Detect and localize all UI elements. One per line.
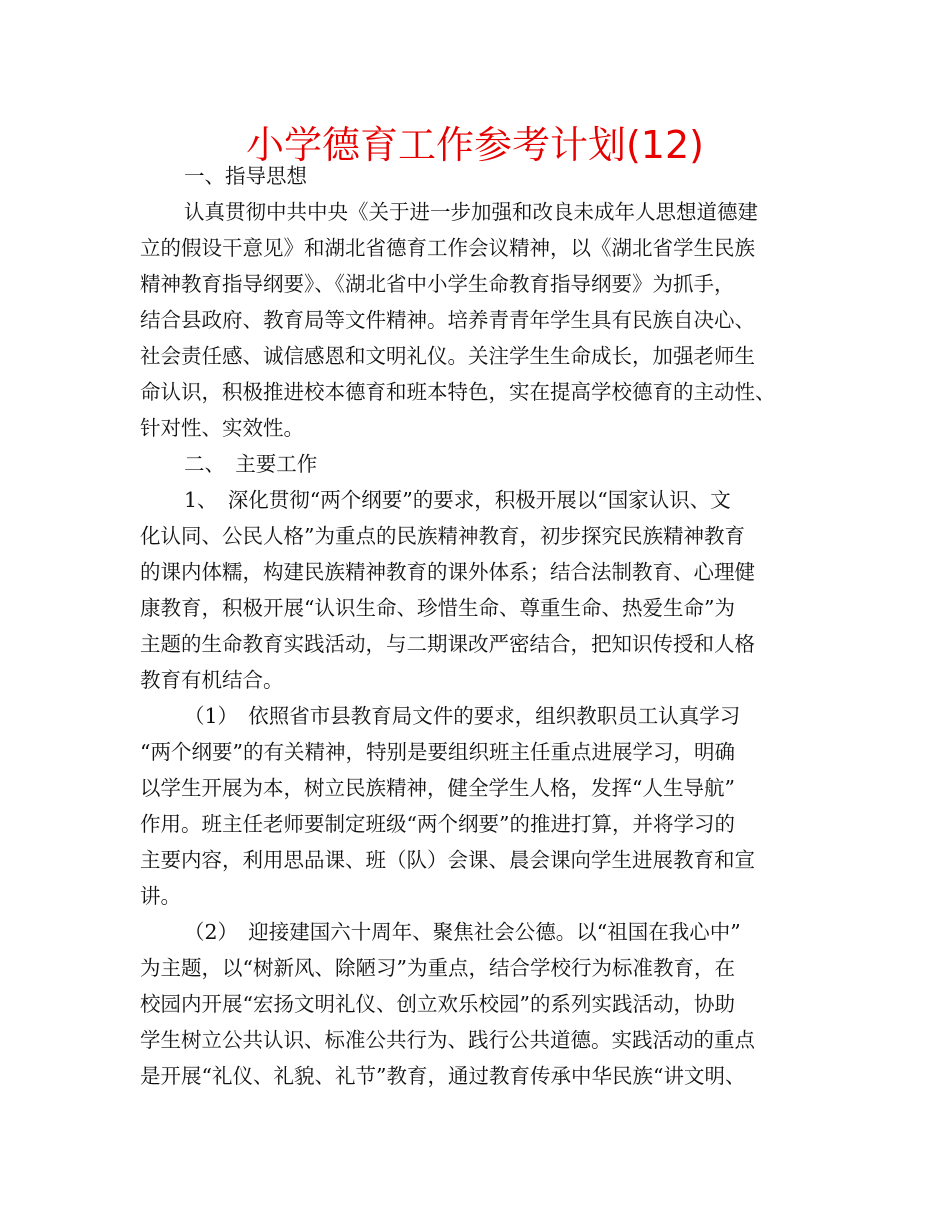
text-line: 精神教育指导纲要》、《湖北省中小学生命教育指导纲要》为抓手， [140,272,735,296]
text-line: 社会责任感、诚信感恩和文明礼仪。关注学生生命成长，加强老师生 [140,344,755,368]
text-line: 立的假设干意见》和湖北省德育工作会议精神，以《湖北省学生民族 [140,236,755,260]
text-line: 教育有机结合。 [140,668,284,692]
text-line: 结合县政府、教育局等文件精神。培养青青年学生具有民族自决心、 [140,308,755,332]
paragraph-guiding-thought [140,194,830,446]
text-line: 为主题，以“树新风、除陋习”为重点，结合学校行为标准教育，在 [140,956,735,980]
text-line: （2） 迎接建国六十周年、聚焦社会公德。以“祖国在我心中” [184,920,741,944]
paragraph-subitem-1 [140,698,830,914]
document-body [140,158,830,1094]
text-line: 学生树立公共认识、标准公共行为、践行公共道德。实践活动的重点 [140,1028,755,1052]
text-line: 针对性、实效性。 [140,416,304,440]
text-line: 化认同、公民人格”为重点的民族精神教育，初步探究民族精神教育 [140,524,745,548]
text-line: 1、 深化贯彻“两个纲要”的要求，积极开展以“国家认识、文 [184,488,731,512]
text-line: 主要内容，利用思品课、班（队）会课、晨会课向学生进展教育和宣 [140,848,755,872]
text-line: （1） 依照省市县教育局文件的要求，组织教职员工认真学习 [184,704,741,728]
text-line: 校园内开展“宏扬文明礼仪、创立欢乐校园”的系列实践活动，协助 [140,992,735,1016]
paragraph-subitem-2 [140,914,830,1094]
text-line: 认真贯彻中共中央《关于进一步加强和改良未成年人思想道德建 [184,200,758,224]
text-line: 主题的生命教育实践活动，与二期课改严密结合，把知识传授和人格 [140,632,755,656]
text-line: 讲。 [140,884,181,908]
text-line: 的课内体糯，构建民族精神教育的课外体系；结合法制教育、心理健 [140,560,755,584]
text-line: 以学生开展为本，树立民族精神，健全学生人格，发挥“人生导航” [140,776,735,800]
text-line: 作用。班主任老师要制定班级“两个纲要”的推进打算，并将学习的 [140,812,735,836]
document-title: 小学德育工作参考计划(12) [245,123,704,167]
text-line: 是开展“礼仪、礼貌、礼节”教育，通过教育传承中华民族“讲文明、 [140,1064,746,1088]
section-heading-main-work: 二、 主要工作 [184,452,318,476]
text-line: 康教育，积极开展“认识生命、珍惜生命、尊重生命、热爱生命”为 [140,596,735,620]
text-line: 命认识，积极推进校本德育和班本特色，实在提高学校德育的主动性、 [140,380,776,404]
section-heading-guiding-thought: 一、指导思想 [184,164,307,188]
paragraph-item-1 [140,482,830,698]
text-line: “两个纲要”的有关精神，特别是要组织班主任重点进展学习，明确 [140,740,735,764]
